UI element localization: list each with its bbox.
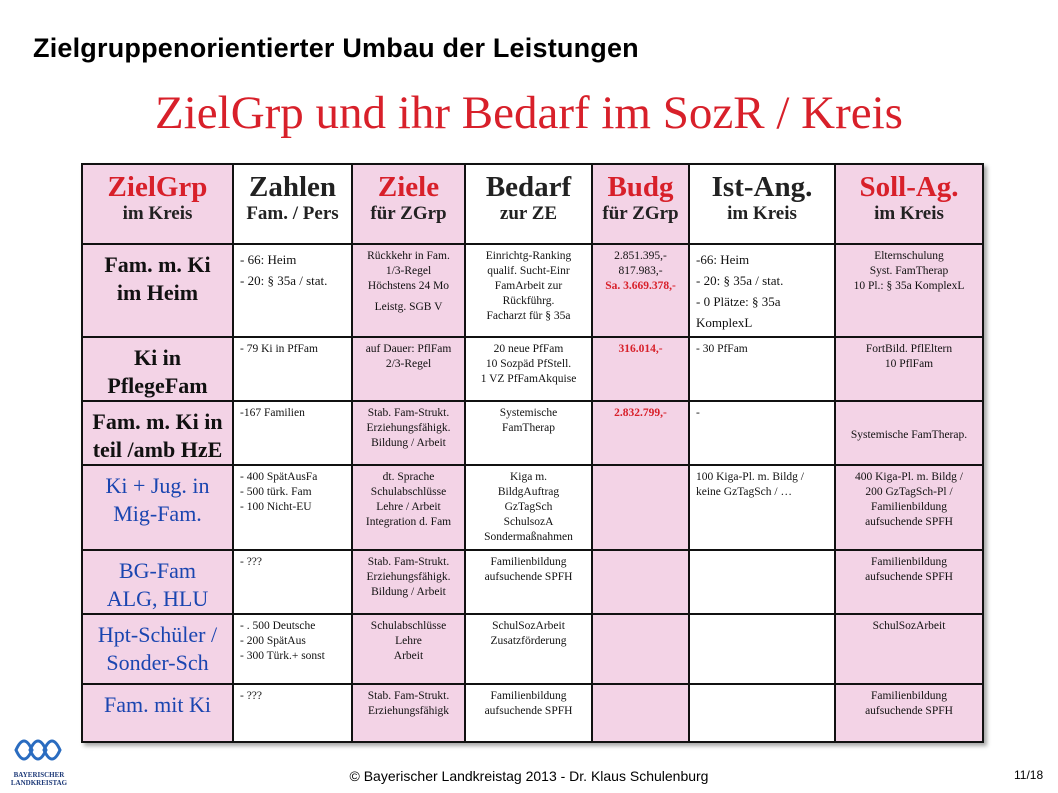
table-row: [82, 614, 983, 684]
column-header-title: Zahlen: [248, 171, 337, 203]
column-header-title: Bedarf: [485, 171, 572, 203]
target-group-label-line: teil /amb HzE: [92, 437, 223, 462]
target-group-label-line: Fam. m. Ki: [104, 252, 211, 277]
target-group-label-line: BG-Fam: [119, 558, 196, 583]
budg-line: 817.983,-: [618, 265, 663, 277]
zahlen-line: - 100 Nicht-EU: [240, 501, 312, 513]
ist-line: -66: Heim: [696, 252, 750, 267]
column-header-subtitle: Fam. / Pers: [246, 203, 339, 224]
zahlen-cell: [233, 550, 352, 614]
zahlen-cell: [233, 614, 352, 684]
ziele-cell: [352, 550, 465, 614]
bedarf-line: BildgAuftrag: [497, 486, 560, 498]
target-group-cell: [82, 465, 233, 550]
target-group-label-line: im Heim: [116, 280, 199, 305]
ziele-line: dt. Sprache: [382, 471, 435, 483]
bedarf-line: 1 VZ PfFamAkquise: [480, 373, 577, 385]
zahlen-line: -167 Familien: [240, 407, 305, 419]
bedarf-line: aufsuchende SPFH: [484, 571, 573, 583]
budg-line: 316.014,-: [618, 343, 663, 355]
ist-line: - 30 PfFam: [696, 343, 748, 355]
ziele-line: Arbeit: [393, 650, 424, 662]
column-header-subtitle: im Kreis: [727, 203, 797, 224]
ist-cell: [689, 465, 835, 550]
zahlen-cell: [233, 337, 352, 401]
target-group-label-line: Ki + Jug. in: [105, 473, 210, 498]
ist-line: - 20: § 35a / stat.: [696, 273, 784, 288]
bedarf-line: GzTagSch: [504, 501, 553, 513]
zahlen-cell: [233, 684, 352, 742]
budg-cell: [592, 550, 689, 614]
soll-cell: [835, 244, 983, 337]
target-group-label-line: PflegeFam: [107, 373, 208, 398]
ziele-cell: [352, 684, 465, 742]
slide-title: Zielgruppenorientierter Umbau der Leistungen: [33, 33, 639, 63]
bedarf-line: FamArbeit zur: [494, 280, 563, 292]
target-group-label: [83, 338, 232, 400]
ziele-line: Schulabschlüsse: [370, 486, 447, 498]
ist-cell: [689, 550, 835, 614]
column-header-title: Ist-Ang.: [711, 171, 813, 203]
ist-cell: [689, 401, 835, 465]
ziele-cell: [352, 614, 465, 684]
ist-cell: [689, 337, 835, 401]
ziele-cell: [352, 244, 465, 337]
table-row: [82, 337, 983, 401]
soll-line: aufsuchende SPFH: [865, 516, 953, 528]
bedarf-cell: [465, 337, 592, 401]
ziele-line: Erziehungsfähigk: [367, 705, 450, 717]
soll-line: aufsuchende SPFH: [865, 705, 953, 717]
bedarf-line: Rückführg.: [502, 295, 555, 307]
budg-line: 2.832.799,-: [614, 407, 667, 419]
zahlen-line: - 500 türk. Fam: [240, 486, 312, 498]
column-header-subtitle: im Kreis: [874, 203, 944, 224]
ziele-line: Lehre / Arbeit: [376, 501, 441, 513]
table-row: [82, 244, 983, 337]
column-header: [82, 164, 233, 244]
bedarf-line: Sondermaßnahmen: [484, 531, 573, 543]
bedarf-cell: [465, 401, 592, 465]
ziele-line: auf Dauer: PflFam: [365, 343, 452, 355]
soll-line: Familienbildung: [870, 556, 948, 568]
zahlen-cell: [233, 465, 352, 550]
zahlen-line: - ???: [240, 556, 263, 568]
bedarf-line: SchulsozA: [503, 516, 554, 528]
target-group-cell: [82, 401, 233, 465]
budg-cell: [592, 465, 689, 550]
ziele-line: Stab. Fam-Strukt.: [367, 556, 450, 568]
budg-cell: [592, 337, 689, 401]
target-group-label-line: Ki in: [133, 345, 182, 370]
column-header-title: Soll-Ag.: [859, 171, 959, 203]
column-header-subtitle: zur ZE: [499, 203, 558, 224]
ist-cell: [689, 244, 835, 337]
bedarf-line: qualif. Sucht-Einr: [487, 265, 570, 277]
ziele-line: Stab. Fam-Strukt.: [367, 407, 450, 419]
target-group-label-line: Fam. mit Ki: [104, 692, 211, 717]
logo-text-line2: LANDKREISTAG: [10, 779, 68, 787]
zahlen-line: - 200 SpätAus: [240, 635, 306, 647]
target-group-label-line: Fam. m. Ki in: [92, 409, 223, 434]
target-group-label-line: ALG, HLU: [106, 586, 209, 611]
header-row: [82, 164, 983, 244]
target-group-label-line: Mig-Fam.: [113, 501, 202, 526]
target-group-label-line: Hpt-Schüler /: [97, 622, 218, 647]
soll-line: Systemische FamTherap.: [850, 429, 968, 441]
ist-line: -: [696, 407, 700, 419]
ziele-line: Erziehungsfähigk.: [366, 571, 451, 583]
budg-line: 2.851.395,-: [614, 250, 667, 262]
ist-line: KomplexL: [696, 315, 753, 330]
target-group-cell: [82, 614, 233, 684]
target-group-label: [83, 245, 232, 307]
ziele-cell: [352, 465, 465, 550]
zahlen-line: - . 500 Deutsche: [240, 620, 316, 632]
zahlen-cell: [233, 244, 352, 337]
bedarf-line: aufsuchende SPFH: [484, 705, 573, 717]
bedarf-line: Facharzt für § 35a: [486, 310, 571, 322]
red-heading: ZielGrp und ihr Bedarf im SozR / Kreis: [155, 87, 903, 139]
ziele-line: Erziehungsfähigk.: [366, 422, 451, 434]
target-group-cell: [82, 684, 233, 742]
column-header: [835, 164, 983, 244]
ziele-line: Höchstens 24 Mo: [367, 280, 450, 292]
column-header-title: Budg: [607, 171, 674, 203]
bedarf-line: 20 neue PfFam: [493, 343, 564, 355]
ziele-line: Leistg. SGB V: [374, 301, 443, 313]
column-header: [592, 164, 689, 244]
budg-cell: [592, 684, 689, 742]
target-group-label: [83, 685, 232, 719]
zahlen-line: - 66: Heim: [240, 252, 297, 267]
target-group-cell: [82, 337, 233, 401]
soll-cell: [835, 401, 983, 465]
table-row: [82, 550, 983, 614]
bedarf-line: Familienbildung: [490, 556, 567, 568]
budg-cell: [592, 244, 689, 337]
bedarf-cell: [465, 614, 592, 684]
ziele-cell: [352, 401, 465, 465]
column-header: [352, 164, 465, 244]
soll-cell: [835, 684, 983, 742]
page-current: 11: [1014, 768, 1027, 782]
ziele-line: Lehre: [395, 635, 422, 647]
column-header-title: ZielGrp: [107, 171, 208, 203]
column-header-subtitle: für ZGrp: [602, 203, 679, 224]
soll-line: SchulSozArbeit: [872, 620, 946, 632]
bedarf-cell: [465, 465, 592, 550]
bedarf-line: Systemische: [499, 407, 558, 419]
column-header-subtitle: im Kreis: [122, 203, 193, 224]
target-group-cell: [82, 550, 233, 614]
table-row: [82, 401, 983, 465]
column-header: [689, 164, 835, 244]
logo-text-line1: BAYERISCHER: [13, 771, 65, 779]
table-row: [82, 465, 983, 550]
target-group-table: [81, 163, 984, 743]
bedarf-line: Familienbildung: [490, 690, 567, 702]
bedarf-cell: [465, 684, 592, 742]
ziele-line: Schulabschlüsse: [370, 620, 447, 632]
bedarf-line: SchulSozArbeit: [492, 620, 565, 632]
ist-cell: [689, 614, 835, 684]
soll-cell: [835, 614, 983, 684]
soll-cell: [835, 550, 983, 614]
soll-line: FortBild. PflEltern: [865, 343, 953, 355]
ziele-line: Integration d. Fam: [365, 516, 452, 528]
zahlen-line: - 400 SpätAusFa: [240, 471, 318, 483]
bedarf-cell: [465, 550, 592, 614]
bedarf-line: Kiga m.: [509, 471, 548, 483]
budg-cell: [592, 614, 689, 684]
soll-line: 10 PflFam: [884, 358, 934, 370]
zahlen-line: - 20: § 35a / stat.: [240, 273, 328, 288]
soll-line: Syst. FamTherap: [869, 265, 949, 277]
ziele-line: Rückkehr in Fam.: [367, 250, 450, 262]
column-header-subtitle: für ZGrp: [370, 203, 447, 224]
target-group-label: [83, 551, 232, 613]
soll-line: 400 Kiga-Pl. m. Bildg /: [855, 471, 963, 483]
column-header: [233, 164, 352, 244]
ziele-line: Bildung / Arbeit: [371, 437, 446, 449]
zahlen-cell: [233, 401, 352, 465]
bedarf-line: Einrichtg-Ranking: [485, 250, 572, 262]
bedarf-line: 10 Sozpäd PfStell.: [485, 358, 572, 370]
footer-copyright: © Bayerischer Landkreistag 2013 - Dr. Klaus Schulenburg: [349, 768, 709, 784]
ziele-line: 1/3-Regel: [385, 265, 432, 277]
page-number: [1014, 768, 1043, 782]
soll-line: aufsuchende SPFH: [865, 571, 953, 583]
bedarf-line: Zusatzförderung: [490, 635, 567, 647]
soll-line: 10 Pl.: § 35a KomplexL: [853, 280, 965, 292]
target-group-label-line: Sonder-Sch: [106, 650, 209, 675]
table-row: [82, 684, 983, 742]
ist-cell: [689, 684, 835, 742]
ziele-cell: [352, 337, 465, 401]
ist-line: - 0 Plätze: § 35a: [696, 294, 781, 309]
budg-line: Sa. 3.669.378,-: [605, 280, 676, 292]
page-total: /18: [1026, 768, 1044, 782]
zahlen-line: - 300 Türk.+ sonst: [240, 650, 325, 662]
bedarf-cell: [465, 244, 592, 337]
soll-line: Elternschulung: [874, 250, 944, 262]
column-header: [465, 164, 592, 244]
soll-cell: [835, 465, 983, 550]
zahlen-line: - ???: [240, 690, 263, 702]
bedarf-line: FamTherap: [501, 422, 555, 434]
ziele-line: 2/3-Regel: [385, 358, 432, 370]
ziele-line: Bildung / Arbeit: [371, 586, 446, 598]
target-group-label: [83, 466, 232, 528]
target-group-label: [83, 402, 232, 464]
target-group-cell: [82, 244, 233, 337]
soll-cell: [835, 337, 983, 401]
target-group-label: [83, 615, 232, 677]
soll-line: Familienbildung: [870, 501, 948, 513]
column-header-title: Ziele: [377, 171, 440, 203]
soll-line: Familienbildung: [870, 690, 948, 702]
soll-line: 200 GzTagSch-Pl /: [865, 486, 953, 498]
ist-line: keine GzTagSch / …: [696, 486, 792, 498]
zahlen-line: - 79 Ki in PfFam: [240, 343, 318, 355]
budg-cell: [592, 401, 689, 465]
ziele-line: Stab. Fam-Strukt.: [367, 690, 450, 702]
ist-line: 100 Kiga-Pl. m. Bildg /: [696, 471, 804, 483]
